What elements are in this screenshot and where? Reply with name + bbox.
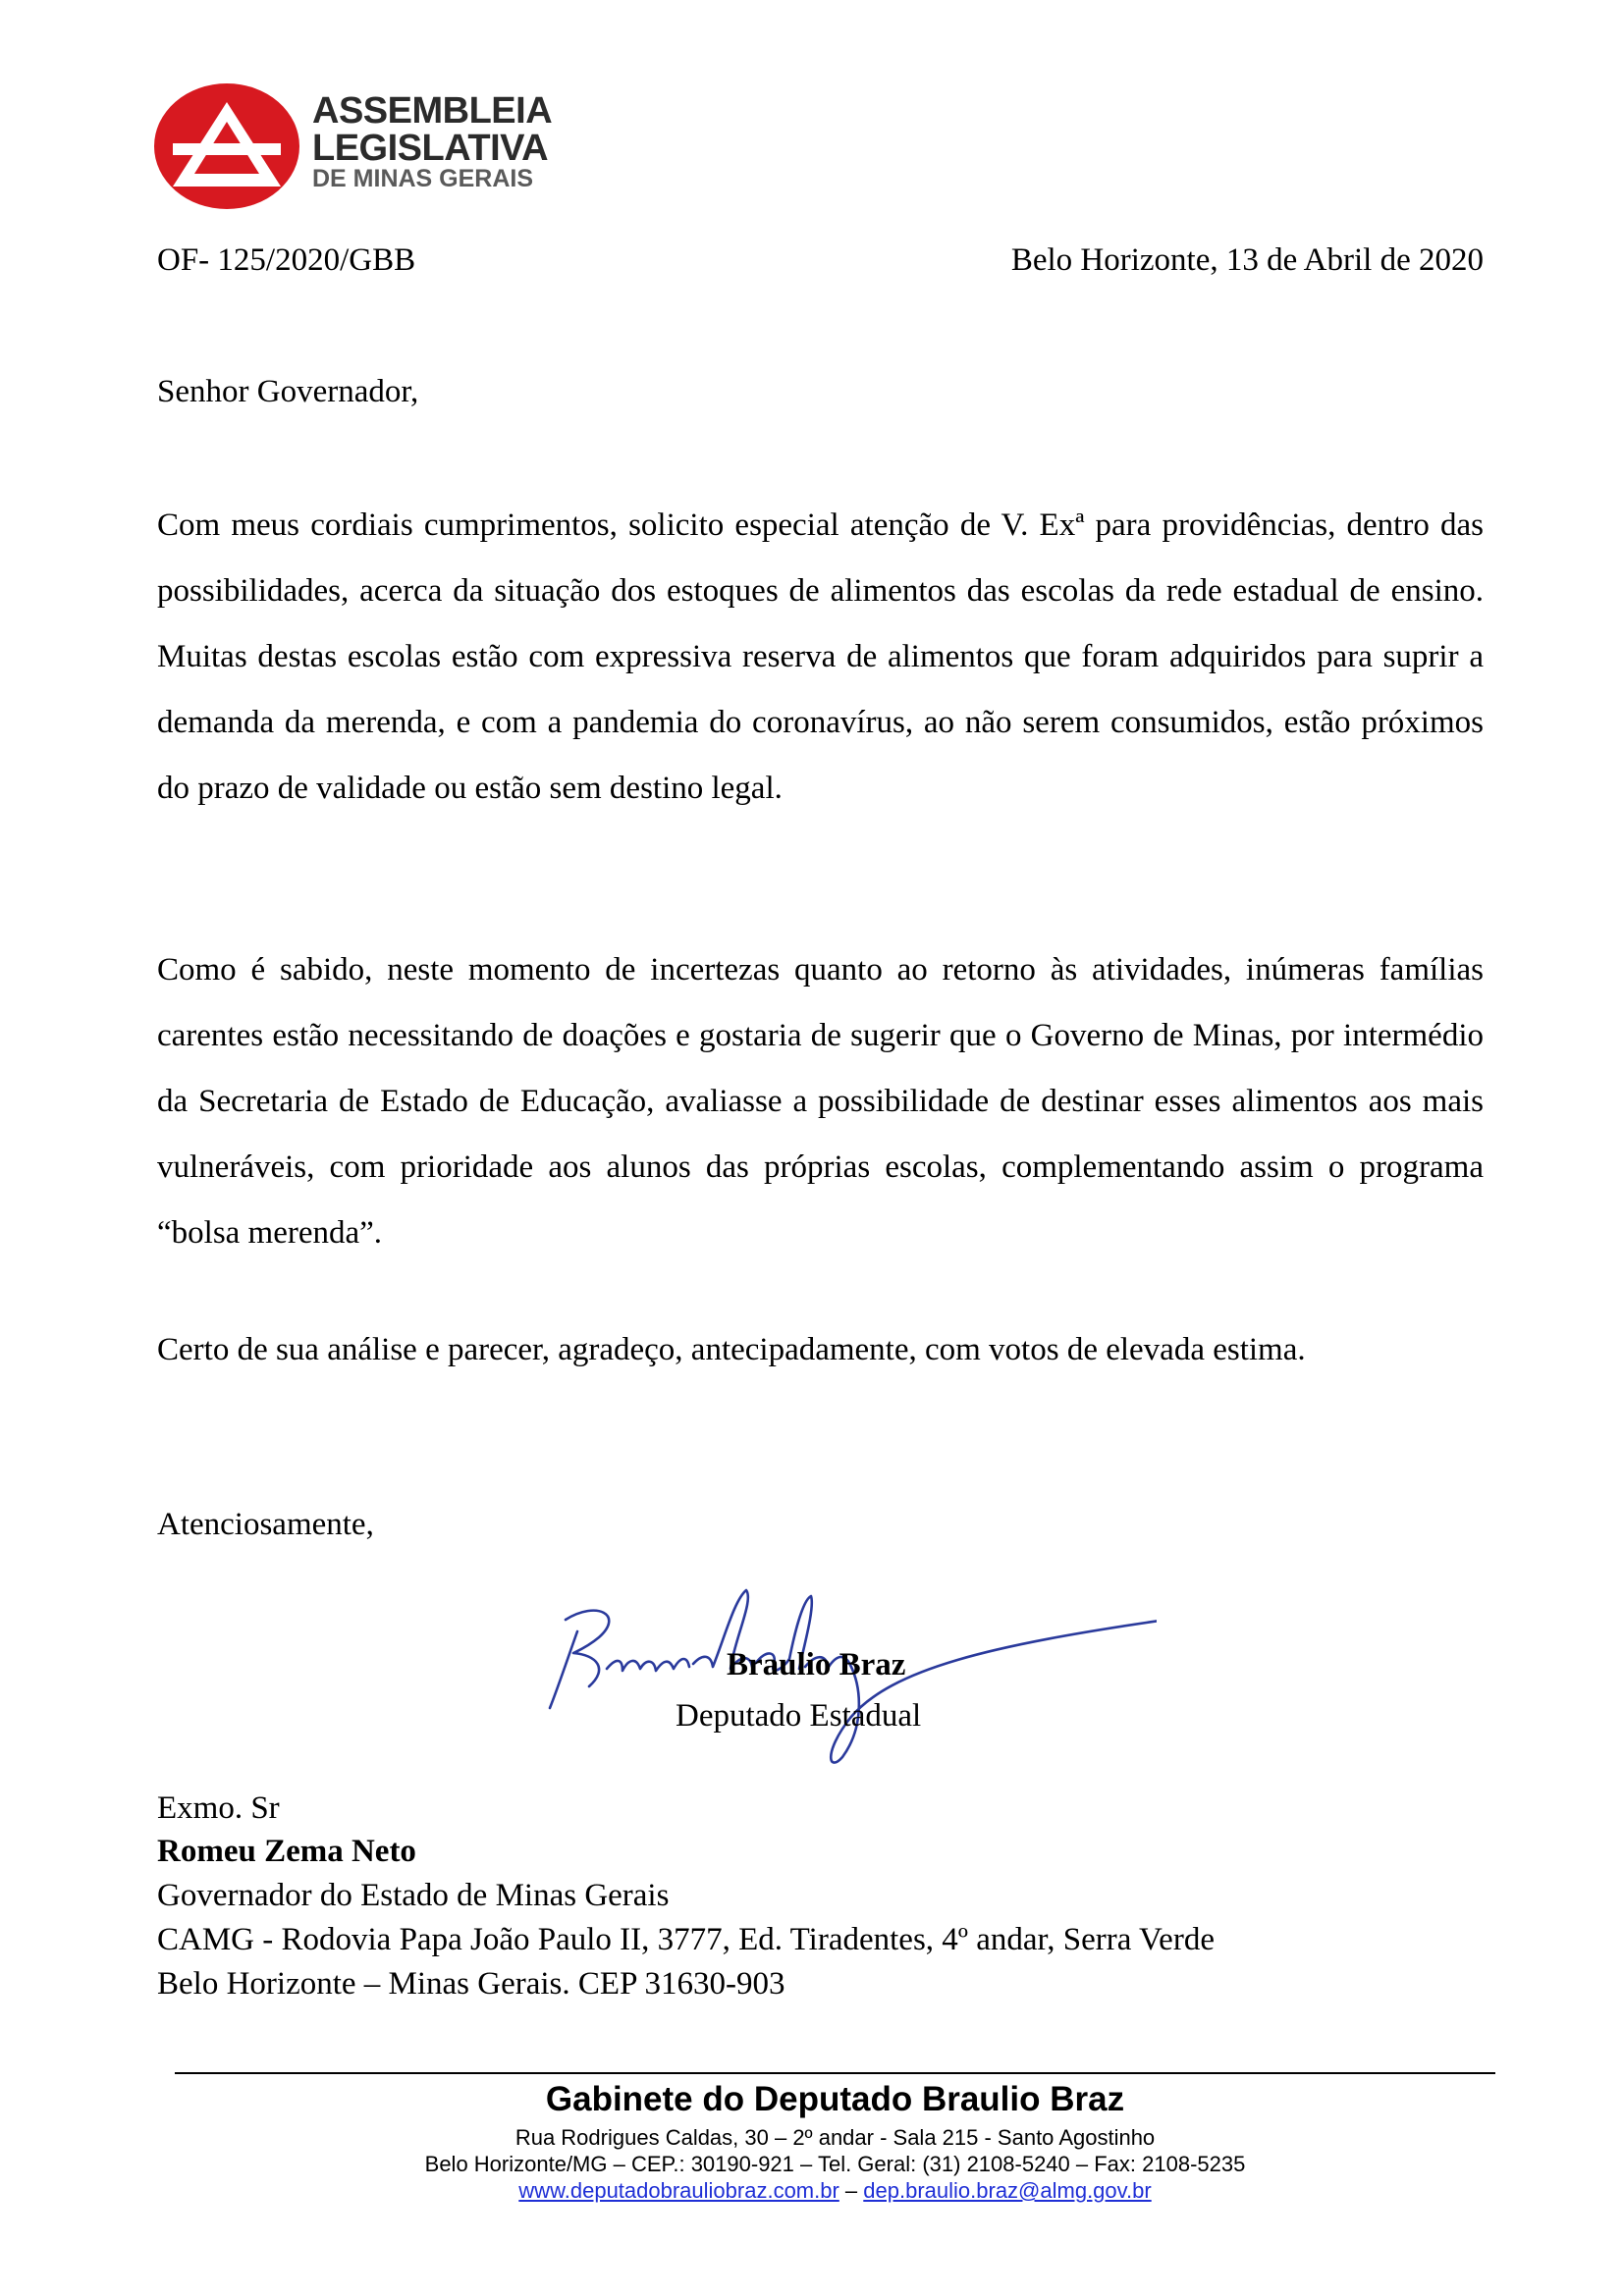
logo-text-legislativa: LEGISLATIVA bbox=[312, 128, 549, 169]
logo-text-minas-gerais: DE MINAS GERAIS bbox=[312, 165, 534, 192]
body-paragraph-3: Certo de sua análise e parecer, agradeço, antecipadamente, com votos de elevada estima. bbox=[157, 1332, 1306, 1367]
footer-contact: Belo Horizonte/MG – CEP.: 30190-921 – Tel. Geral: (31) 2108-5240 – Fax: 2108-5235 bbox=[424, 2152, 1246, 2176]
recipient-salutation: Exmo. Sr bbox=[157, 1790, 280, 1826]
logo-text-assembleia: ASSEMBLEIA bbox=[312, 90, 553, 132]
footer-title: Gabinete do Deputado Braulio Braz bbox=[545, 2080, 1125, 2118]
salutation: Senhor Governador, bbox=[157, 374, 419, 409]
footer-links bbox=[175, 2177, 1495, 2204]
footer-address: Rua Rodrigues Caldas, 30 – 2º andar - Sala 215 - Santo Agostinho bbox=[514, 2125, 1156, 2150]
signer-title: Deputado Estadual bbox=[676, 1698, 922, 1734]
letter-date: Belo Horizonte, 13 de Abril de 2020 bbox=[1010, 242, 1484, 278]
closing: Atenciosamente, bbox=[157, 1507, 374, 1542]
website-link[interactable]: www.deputadobrauliobraz.com.br bbox=[518, 2178, 839, 2203]
triangle-emblem-icon bbox=[153, 82, 300, 210]
recipient-city: Belo Horizonte – Minas Gerais. CEP 31630-903 bbox=[157, 1966, 785, 2002]
signer-name: Braulio Braz bbox=[727, 1647, 906, 1682]
body-paragraph-2: Como é sabido, neste momento de incertezas quanto ao retorno às atividades, inúmeras famílias carentes estão necessitando de doações e gostaria de sugerir que o Governo de Minas, por intermédio da Secretaria de Estado de Educação, avaliasse a possibilidade de destinar esses alimentos aos mais vulneráveis, com prioridade aos alunos das próprias escolas, complementando assim o programa “bolsa merenda”. bbox=[157, 952, 1484, 1251]
footer-link-separator: – bbox=[839, 2178, 864, 2203]
footer-divider bbox=[175, 2072, 1495, 2074]
reference-number: OF- 125/2020/GBB bbox=[157, 242, 416, 278]
recipient-street: CAMG - Rodovia Papa João Paulo II, 3777, Ed. Tiradentes, 4º andar, Serra Verde bbox=[157, 1922, 1215, 1957]
recipient-role: Governador do Estado de Minas Gerais bbox=[157, 1878, 670, 1913]
body-paragraph-1: Com meus cordiais cumprimentos, solicito especial atenção de V. Exª para providências, dentro das possibilidades, acerca da situação dos estoques de alimentos das escolas da rede estadual de ensino. Muitas destas escolas estão com expressiva reserva de alimentos que foram adquiridos para suprir a demanda da merenda, e com a pandemia do coronavírus, ao não serem consumidos, estão próximos do prazo de validade ou estão sem destino legal. bbox=[157, 507, 1484, 806]
email-link[interactable]: dep.braulio.braz@almg.gov.br bbox=[863, 2178, 1152, 2203]
recipient-name: Romeu Zema Neto bbox=[157, 1834, 416, 1869]
